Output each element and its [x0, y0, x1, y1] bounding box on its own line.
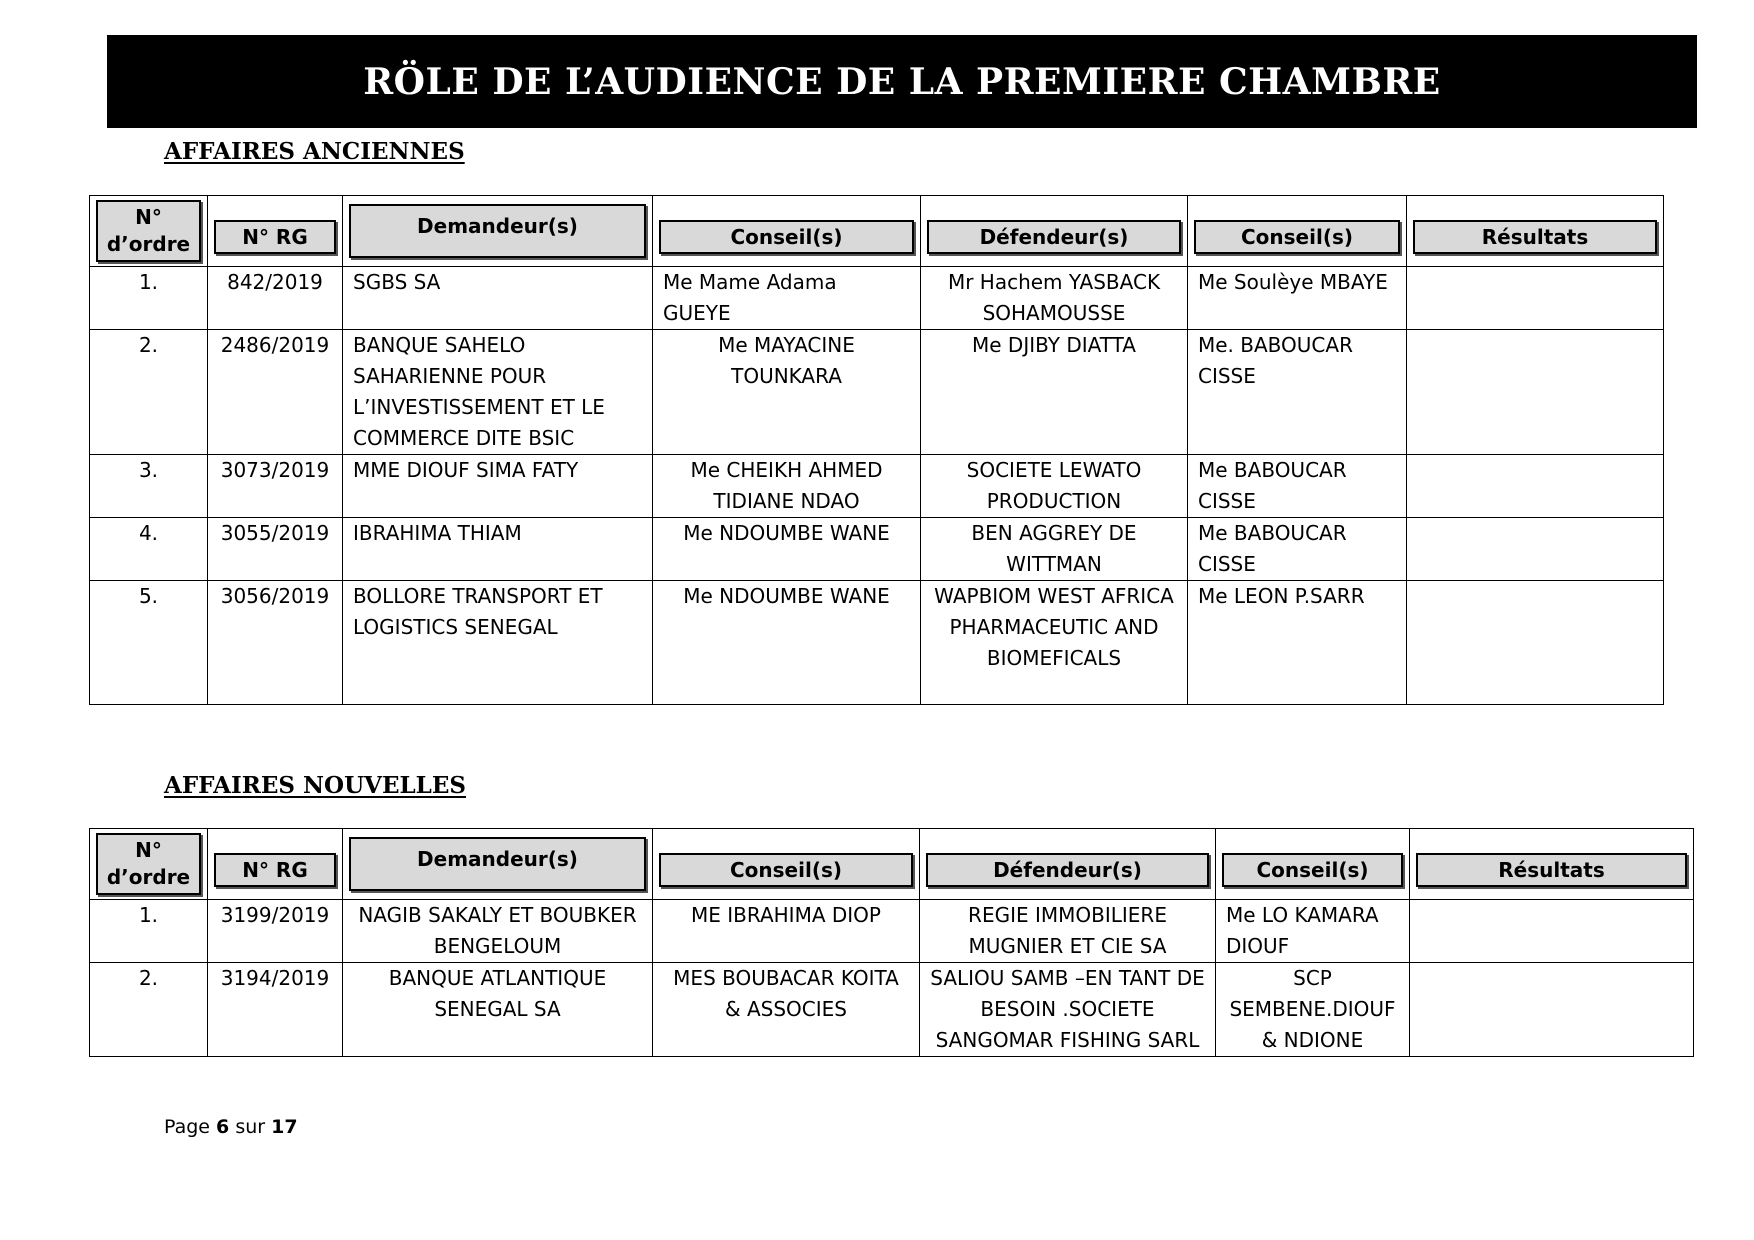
cell-demandeur: BOLLORE TRANSPORT ET LOGISTICS SENEGAL [343, 581, 653, 705]
cell-resultats [1407, 330, 1664, 455]
header-rg: N° RG [208, 829, 343, 900]
table-row [90, 455, 1664, 518]
cell-conseil: Me NDOUMBE WANE [653, 581, 921, 705]
cell-rg: 3194/2019 [208, 963, 343, 1057]
table-row [90, 330, 1664, 455]
cell-conseil-defendeur: Me Soulèye MBAYE [1188, 267, 1407, 330]
cell-rg: 3073/2019 [208, 455, 343, 518]
cell-conseil: Me NDOUMBE WANE [653, 518, 921, 581]
header-rg: N° RG [208, 196, 343, 267]
cell-defendeur: WAPBIOM WEST AFRICA PHARMACEUTIC AND BIOMEFICALS [921, 581, 1188, 705]
header-conseil: Conseil(s) [653, 196, 921, 267]
table-row [90, 518, 1664, 581]
header-ordre: N° d’ordre [90, 196, 208, 267]
cell-demandeur: IBRAHIMA THIAM [343, 518, 653, 581]
cell-rg: 2486/2019 [208, 330, 343, 455]
table-affaires-anciennes [89, 195, 1664, 705]
cell-rg: 3199/2019 [208, 900, 343, 963]
table-row [90, 267, 1664, 330]
cell-num: 4. [90, 518, 208, 581]
cell-conseil-defendeur: Me BABOUCAR CISSE [1188, 518, 1407, 581]
cell-defendeur: SALIOU SAMB –EN TANT DE BESOIN .SOCIETE SANGOMAR FISHING SARL [920, 963, 1216, 1057]
cell-rg: 3056/2019 [208, 581, 343, 705]
cell-conseil-defendeur: Me. BABOUCAR CISSE [1188, 330, 1407, 455]
header-ordre: N° d’ordre [90, 829, 208, 900]
cell-num: 2. [90, 330, 208, 455]
heading-affaires-anciennes: AFFAIRES ANCIENNES [164, 138, 465, 165]
cell-conseil: MES BOUBACAR KOITA & ASSOCIES [653, 963, 920, 1057]
cell-resultats [1407, 455, 1664, 518]
table-row [90, 900, 1694, 963]
header-demandeur: Demandeur(s) [343, 196, 653, 267]
cell-demandeur: SGBS SA [343, 267, 653, 330]
header-resultats: Résultats [1407, 196, 1664, 267]
cell-conseil: Me Mame Adama GUEYE [653, 267, 921, 330]
header-resultats: Résultats [1410, 829, 1694, 900]
table-row [90, 581, 1664, 705]
cell-defendeur: Mr Hachem YASBACK SOHAMOUSSE [921, 267, 1188, 330]
cell-defendeur: Me DJIBY DIATTA [921, 330, 1188, 455]
cell-conseil: ME IBRAHIMA DIOP [653, 900, 920, 963]
title-banner [107, 35, 1697, 128]
cell-conseil-defendeur: Me LO KAMARA DIOUF [1216, 900, 1410, 963]
cell-demandeur: NAGIB SAKALY ET BOUBKER BENGELOUM [343, 900, 653, 963]
cell-conseil: Me CHEIKH AHMED TIDIANE NDAO [653, 455, 921, 518]
cell-num: 3. [90, 455, 208, 518]
header-defendeur: Défendeur(s) [921, 196, 1188, 267]
cell-conseil: Me MAYACINE TOUNKARA [653, 330, 921, 455]
cell-resultats [1410, 900, 1694, 963]
cell-num: 2. [90, 963, 208, 1057]
header-defendeur: Défendeur(s) [920, 829, 1216, 900]
heading-affaires-nouvelles: AFFAIRES NOUVELLES [164, 772, 466, 799]
header-conseil-defendeur: Conseil(s) [1188, 196, 1407, 267]
cell-resultats [1407, 581, 1664, 705]
cell-demandeur: MME DIOUF SIMA FATY [343, 455, 653, 518]
cell-rg: 3055/2019 [208, 518, 343, 581]
table-row [90, 963, 1694, 1057]
header-row [90, 829, 1694, 900]
cell-resultats [1407, 518, 1664, 581]
footer-total-pages: 17 [271, 1116, 298, 1138]
cell-defendeur: REGIE IMMOBILIERE MUGNIER ET CIE SA [920, 900, 1216, 963]
cell-defendeur: BEN AGGREY DE WITTMAN [921, 518, 1188, 581]
page-title: RÖLE DE L’AUDIENCE DE LA PREMIERE CHAMBRE [363, 60, 1441, 103]
header-conseil-defendeur: Conseil(s) [1216, 829, 1410, 900]
cell-conseil-defendeur: Me LEON P.SARR [1188, 581, 1407, 705]
header-demandeur: Demandeur(s) [343, 829, 653, 900]
cell-num: 1. [90, 900, 208, 963]
cell-conseil-defendeur: Me BABOUCAR CISSE [1188, 455, 1407, 518]
cell-num: 1. [90, 267, 208, 330]
cell-conseil-defendeur: SCP SEMBENE.DIOUF & NDIONE [1216, 963, 1410, 1057]
header-row [90, 196, 1664, 267]
footer-sep: sur [235, 1116, 266, 1138]
cell-demandeur: BANQUE ATLANTIQUE SENEGAL SA [343, 963, 653, 1057]
cell-demandeur: BANQUE SAHELO SAHARIENNE POUR L’INVESTISSEMENT ET LE COMMERCE DITE BSIC [343, 330, 653, 455]
footer-prefix: Page [164, 1116, 210, 1138]
cell-num: 5. [90, 581, 208, 705]
table-affaires-nouvelles [89, 828, 1694, 1057]
cell-resultats [1407, 267, 1664, 330]
cell-rg: 842/2019 [208, 267, 343, 330]
footer-current-page: 6 [216, 1116, 230, 1138]
cell-defendeur: SOCIETE LEWATO PRODUCTION [921, 455, 1188, 518]
header-conseil: Conseil(s) [653, 829, 920, 900]
cell-resultats [1410, 963, 1694, 1057]
page-footer [164, 1116, 298, 1138]
